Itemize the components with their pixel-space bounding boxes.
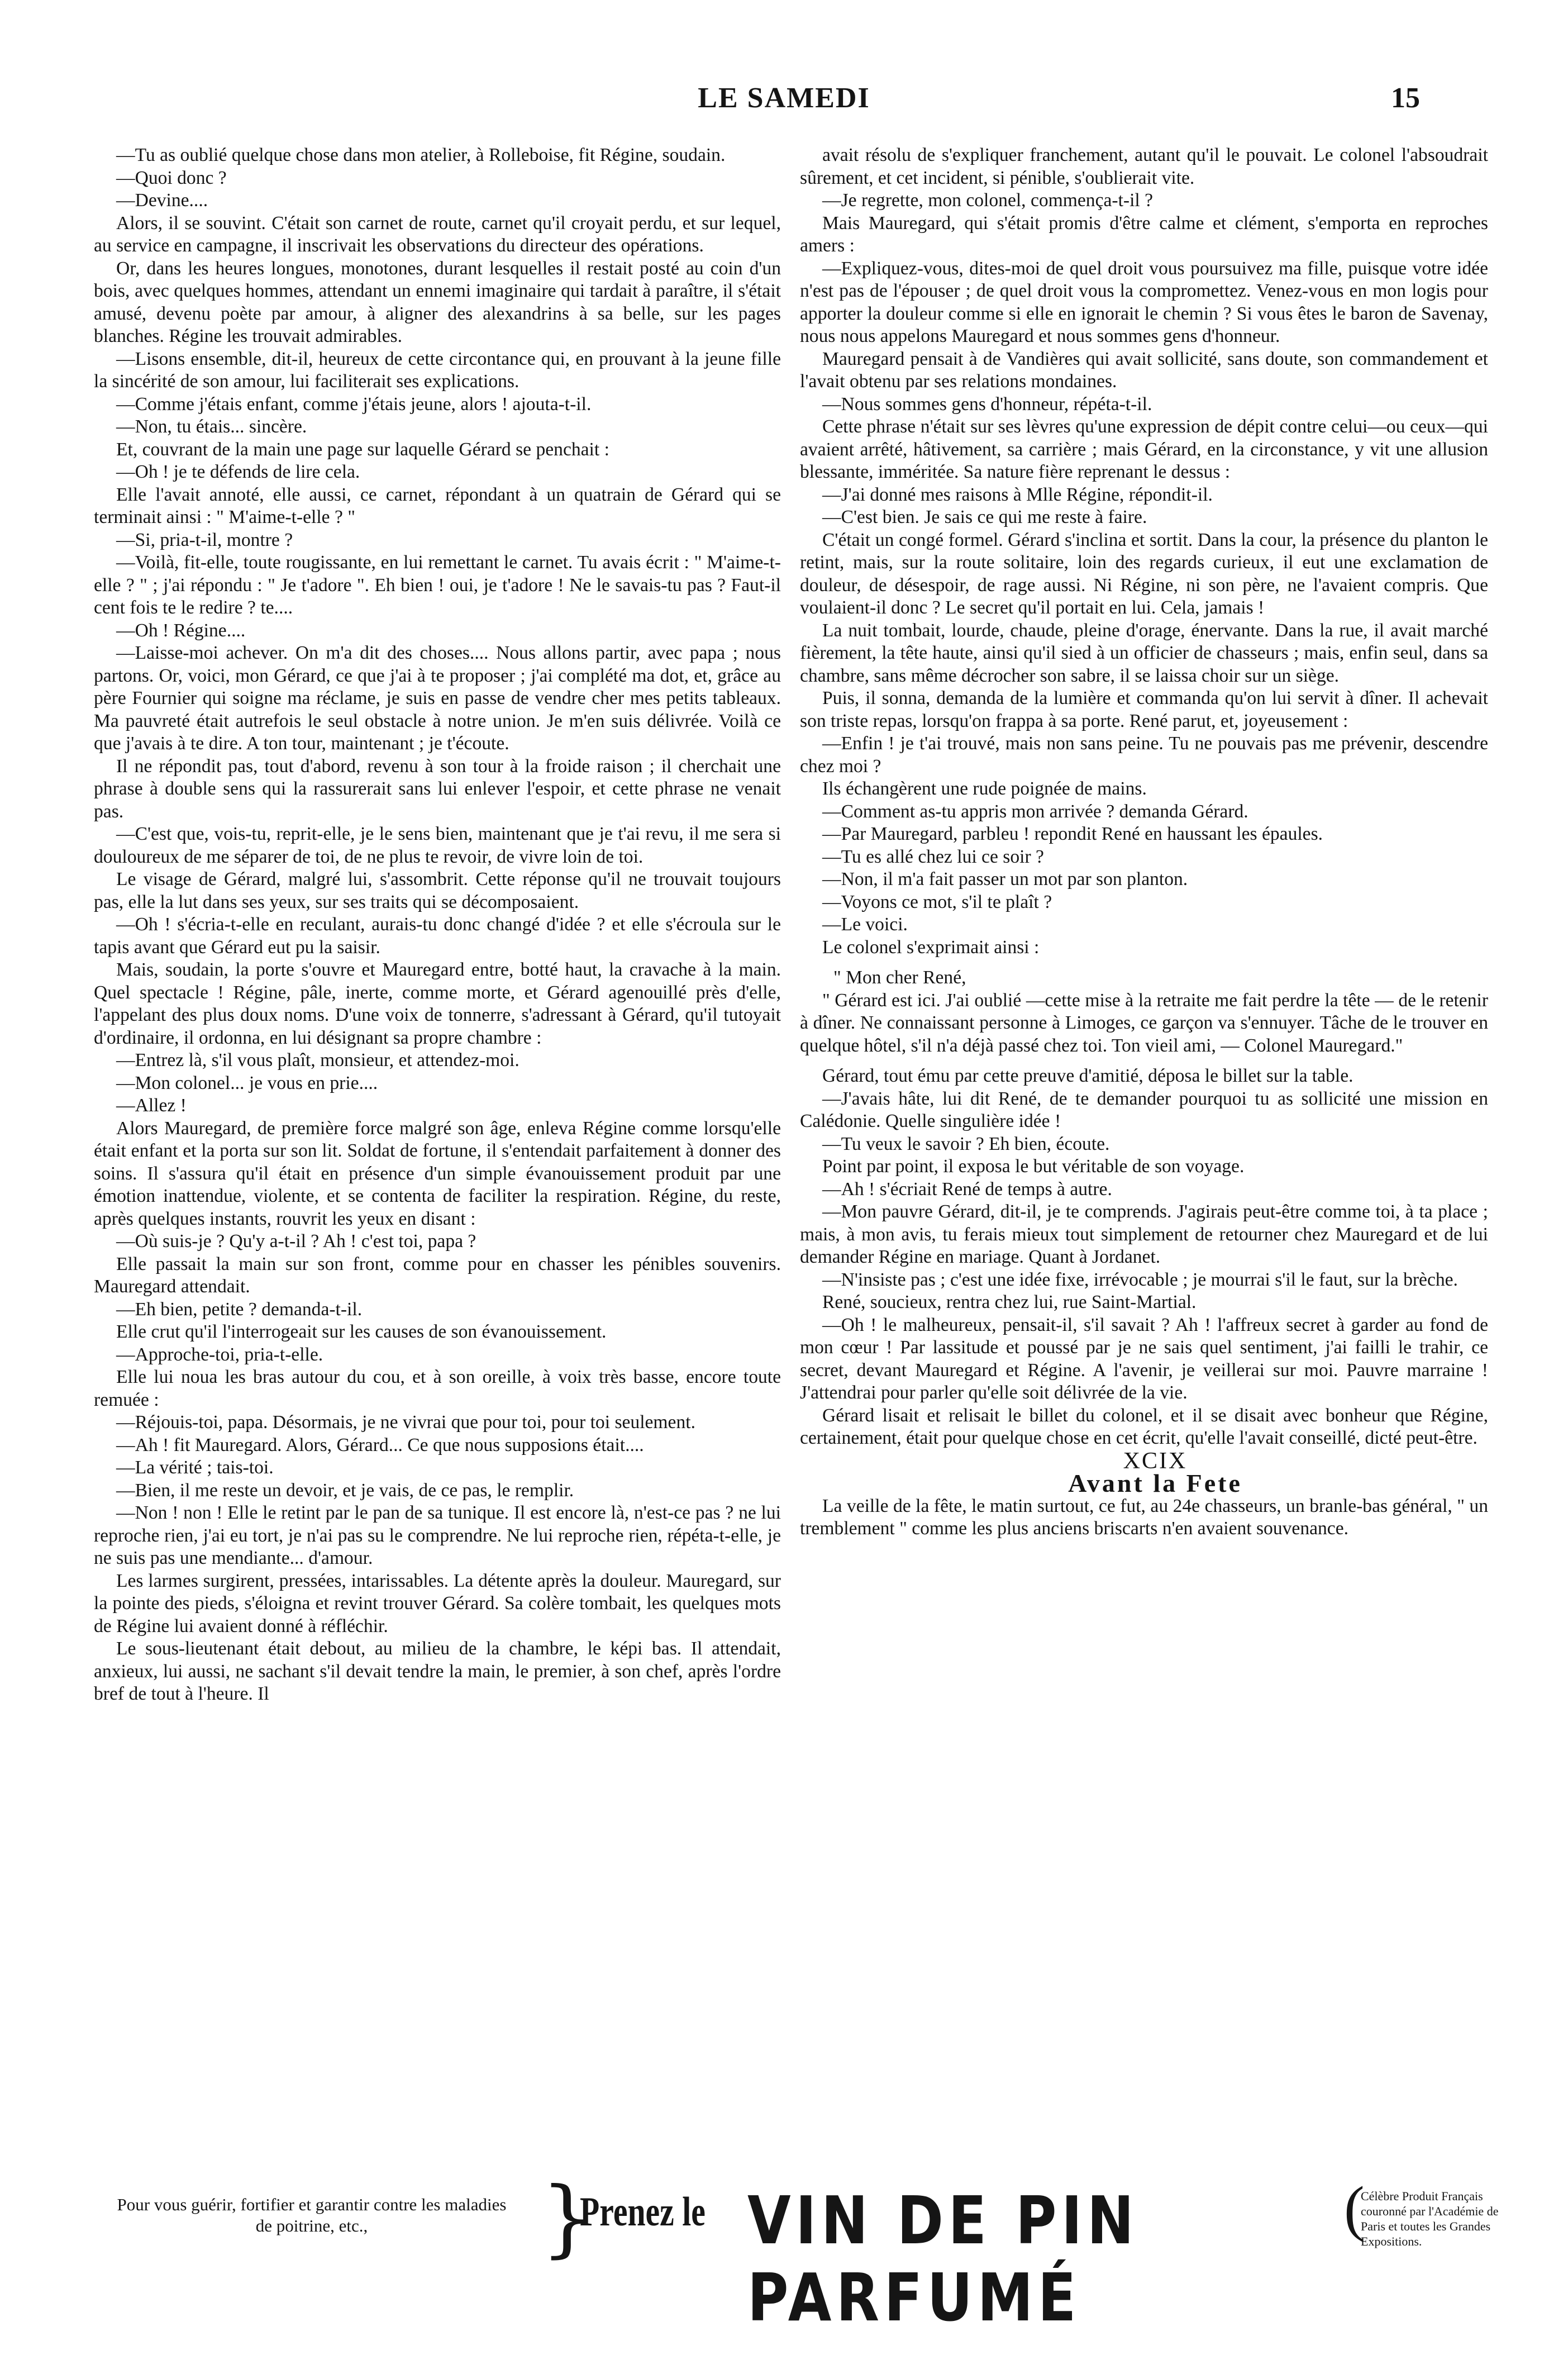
paragraph: —Laisse-moi achever. On m'a dit des choses.... Nous allons partir, avec papa ; nous partons. Or, voici, mon Gérard, ce que j'ai à te proposer ; j'ai complété ma dot, et, grâce au père Fournier qui soigne ma réclame, je suis en passe de vendre cher mes petits tableaux. Ma pauvreté était autrefois le seul obstacle à notre union. Je m'en suis délivrée. Voilà ce que j'avais à te dire. A ton tour, maintenant ; je t'écoute. (94, 643, 781, 754)
paragraph: Mauregard pensait à de Vandières qui avait sollicité, sans doute, son commandement et l'avait obtenu par ses relations mondaines. (800, 348, 1488, 392)
paragraph: Point par point, il exposa le but véritable de son voyage. (822, 1156, 1245, 1177)
paragraph: —Si, pria-t-il, montre ? (116, 529, 293, 550)
paragraph: —Mon colonel... je vous en prie.... (116, 1072, 378, 1093)
paragraph: Il ne répondit pas, tout d'abord, revenu à son tour à la froide raison ; il cherchait une phrase à double sens qui la rassurerait sans lui enlever l'espoir, et cette phrase ne venait pas. (94, 755, 781, 822)
paragraph: Mais, soudain, la porte s'ouvre et Mauregard entre, botté haut, la cravache à la main. Quel spectacle ! Régine, pâle, inerte, comme morte, et Gérard agenouillé près d'elle, l'appelant des plus doux noms. D'une voix de tonnerre, s'adressant à Gérard, qu'il tutoyait d'ordinaire, il ordonna, en lui désignant sa propre chambre : (94, 959, 781, 1048)
paragraph: —Comment as-tu appris mon arrivée ? demanda Gérard. (822, 801, 1248, 822)
paragraph: —Tu as oublié quelque chose dans mon atelier, à Rolleboise, fit Régine, soudain. (116, 145, 726, 165)
paragraph: —Ah ! fit Mauregard. Alors, Gérard... Ce que nous supposions était.... (116, 1434, 644, 1455)
paragraph: Mais Mauregard, qui s'était promis d'être calme et clément, s'emporta en reproches amers : (800, 212, 1488, 256)
ad-brace: } (541, 2170, 594, 2267)
paragraph: Puis, il sonna, demanda de la lumière et commanda qu'on lui servit à dîner. Il achevait son triste repas, lorsqu'on frappa à sa porte. René parut, et, joyeusement : (800, 688, 1488, 731)
paragraph: Ils échangèrent une rude poignée de mains. (822, 778, 1147, 799)
paragraph: Elle l'avait annoté, elle aussi, ce carnet, répondant à un quatrain de Gérard qui se terminait ainsi : " M'aime-t-elle ? " (94, 484, 781, 527)
page-header (0, 78, 1568, 129)
paragraph: —C'est bien. Je sais ce qui me reste à faire. (822, 507, 1147, 527)
ad-lead-text: Pour vous guérir, fortifier et garantir contre les maladies de poitrine, etc., (117, 2195, 507, 2235)
paragraph: —J'ai donné mes raisons à Mlle Régine, répondit-il. (822, 484, 1213, 505)
letter-salutation: " Mon cher René, (833, 967, 966, 988)
paragraph: —Ah ! s'écriait René de temps à autre. (822, 1178, 1112, 1200)
paragraph: —Le voici. (822, 914, 908, 935)
paragraph: —Non, il m'a fait passer un mot par son planton. (822, 869, 1188, 889)
ad-product-name: VIN DE PIN PARFUMÉ (747, 2182, 1139, 2336)
paragraph: —Tu veux le savoir ? Eh bien, écoute. (822, 1133, 1110, 1154)
paragraph: Gérard lisait et relisait le billet du colonel, et il se disait avec bonheur que Régine, certainement, était pour quelque chose en cet écrit, qu'elle l'avait conseillé, dicté peut-être. (800, 1405, 1488, 1448)
ad-note-text: Célèbre Produit Français couronné par l'Académie de Paris et toutes les Grandes Expositions. (1361, 2189, 1499, 2248)
paragraph: avait résolu de s'expliquer franchement, autant qu'il le pouvait. Le colonel l'absoudrait sûrement, et cet incident, si pénible, s'oublierait vite. (800, 145, 1488, 188)
chapter-title: Avant la Fete (1068, 1469, 1242, 1497)
paragraph: —C'est que, vois-tu, reprit-elle, je le sens bien, maintenant que je t'ai revu, il me sera si douloureux de me séparer de toi, de ne plus te revoir, de vivre loin de toi. (94, 824, 781, 867)
right-column-text-continued (800, 1065, 1488, 1450)
paragraph: —Expliquez-vous, dites-moi de quel droit vous poursuivez ma fille, puisque votre idée n'est pas de l'épouser ; de quel droit vous la compromettez. Venez-vous en mon logis pour apporter la douleur comme si elle en ignorait le chemin ? Si vous êtes le baron de Savenay, nous nous appelons Mauregard et nous sommes gens d'honneur. (800, 258, 1488, 346)
paragraph: —Voilà, fit-elle, toute rougissante, en lui remettant le carnet. Tu avais écrit : " M'aime-t-elle ? " ; j'ai répondu : " Je t'adore ". Eh bien ! oui, je t'adore ! Ne le savais-tu pas ? Faut-il cent fois te le redire ? te.... (94, 552, 781, 618)
chapter-number: XCIX (1123, 1448, 1188, 1474)
paragraph: Le colonel s'exprimait ainsi : (822, 936, 1040, 958)
paragraph: Elle lui noua les bras autour du cou, et à son oreille, à voix très basse, encore toute remuée : (94, 1367, 781, 1410)
paragraph: Cette phrase n'était sur ses lèvres qu'une expression de dépit contre celui—ou ceux—qui avaient arrêté, hâtivement, sa carrière ; mais Gérard, en la circonstance, y vit une allusion blessante, imméritée. Sa nature fière reprenant le dessus : (800, 416, 1488, 482)
paragraph: Et, couvrant de la main une page sur laquelle Gérard se penchait : (116, 439, 609, 460)
paragraph: —Mon pauvre Gérard, dit-il, je te comprends. J'agirais peut-être comme toi, à ta place ; mais, à mon avis, tu ferais mieux tout simplement de retourner chez Mauregard et de lui demander Régine en mariage. Quant à Jordanet. (800, 1201, 1488, 1267)
paragraph: —Approche-toi, pria-t-elle. (116, 1344, 323, 1365)
paragraph: —Nous sommes gens d'honneur, répéta-t-il. (822, 393, 1152, 415)
paragraph: —Oh ! je te défends de lire cela. (116, 462, 360, 482)
ad-prenez-text: Prenez le (580, 2189, 706, 2235)
paragraph: —Enfin ! je t'ai trouvé, mais non sans peine. Tu ne pouvais pas me prévenir, descendre chez moi ? (800, 733, 1488, 777)
paragraph: Or, dans les heures longues, monotones, durant lesquelles il restait posté au coin d'un bois, avec quelques hommes, attendant un ennemi imaginaire qui tardait à paraître, il s'était amusé, devenu poète par amour, à aligner des alexandrins à sa belle, sur les pages blanches. Régine les trouvait admirables. (94, 258, 781, 346)
paragraph: —Oh ! le malheureux, pensait-il, s'il savait ? Ah ! l'affreux secret à garder au fond de mon cœur ! Par lassitude et poussé par je ne sais quel sentiment, j'ai failli le trahir, ce secret, devant Mauregard et Régine. A l'avenir, je veillerai sur moi. Pauvre marraine ! J'attendrai pour parler qu'elle soit délivrée de la vie. (800, 1314, 1488, 1403)
paragraph: —La vérité ; tais-toi. (116, 1457, 274, 1478)
paragraph: —Quoi donc ? (116, 167, 227, 188)
paragraph: René, soucieux, rentra chez lui, rue Saint-Martial. (822, 1292, 1197, 1312)
right-column (800, 144, 1488, 1540)
paragraph: Elle passait la main sur son front, comme pour en chasser les pénibles souvenirs. Mauregard attendait. (94, 1253, 781, 1297)
paragraph: —Devine.... (116, 190, 208, 211)
ad-paren: ( (1344, 2174, 1365, 2242)
paragraph: Alors, il se souvint. C'était son carnet de route, carnet qu'il croyait perdu, et sur lequel, au service en campagne, il inscrivait les observations du directeur des opérations. (94, 212, 781, 256)
paragraph: —Comme j'étais enfant, comme j'étais jeune, alors ! ajouta-t-il. (116, 393, 592, 415)
paragraph: Le visage de Gérard, malgré lui, s'assombrit. Cette réponse qu'il ne trouvait toujours pas, elle la lut dans ses yeux, sur ses traits qui se décomposaient. (94, 869, 781, 912)
paragraph: Elle crut qu'il l'interrogeait sur les causes de son évanouissement. (116, 1321, 607, 1342)
paragraph: —Voyons ce mot, s'il te plaît ? (822, 891, 1052, 912)
paragraph: —Oh ! s'écria-t-elle en reculant, aurais-tu donc changé d'idée ? et elle s'écroula sur le tapis avant que Gérard eut pu la saisir. (94, 914, 781, 958)
paragraph: Alors Mauregard, de première force malgré son âge, enleva Régine comme lorsqu'elle était enfant et la porta sur son lit. Soldat de fortune, il s'entendait parfaitement à donner des soins. Il s'assura qu'il était en présence d'un simple évanouissement produit par une émotion inattendue, violente, et se contenta de faciliter la respiration. Régine, du reste, après quelques instants, rouvrit les yeux en disant : (94, 1117, 781, 1229)
advertisement (94, 2170, 1499, 2336)
paragraph: —Je regrette, mon colonel, commença-t-il ? (822, 190, 1154, 211)
paragraph: C'était un congé formel. Gérard s'inclina et sortit. Dans la cour, la présence du planton le retint, mais, sur la route solitaire, loin des regards curieux, il eut une exclamation de douleur, de désespoir, de rage aussi. Ni Régine, ni son père, ne l'avaient compris. Que voulaient-il donc ? Le secret qu'il portait en lui. Cela, jamais ! (800, 529, 1488, 618)
paragraph: Gérard, tout ému par cette preuve d'amitié, déposa le billet sur la table. (822, 1065, 1353, 1086)
paragraph: —Où suis-je ? Qu'y a-t-il ? Ah ! c'est toi, papa ? (116, 1231, 476, 1252)
paragraph: —Non, tu étais... sincère. (116, 416, 307, 437)
paragraph: La nuit tombait, lourde, chaude, pleine d'orage, énervante. Dans la rue, il avait marché fièrement, la tête haute, ainsi qu'il sied à un officier de chasseurs ; mais, enfin seul, dans sa chambre, sans même décrocher son sabre, il se laissa choir sur un siège. (800, 620, 1488, 686)
paragraph: Le sous-lieutenant était debout, au milieu de la chambre, le képi bas. Il attendait, anxieux, lui aussi, ne sachant s'il devait tendre la main, le premier, à son chef, après l'ordre bref de tout à l'heure. Il (94, 1638, 781, 1704)
paragraph: —Non ! non ! Elle le retint par le pan de sa tunique. Il est encore là, n'est-ce pas ? ne lui reproche rien, j'ai eu tort, je n'ai pas su le comprendre. Ne lui reproche rien, répéta-t-elle, je ne suis pas une mendiante... d'amour. (94, 1502, 781, 1568)
paragraph: —Par Mauregard, parbleu ! repondit René en haussant les épaules. (822, 824, 1323, 844)
paragraph: —Entrez là, s'il vous plaît, monsieur, et attendez-moi. (116, 1050, 520, 1071)
paragraph: —Allez ! (116, 1095, 187, 1116)
paragraph: —Bien, il me reste un devoir, et je vais, de ce pas, le remplir. (116, 1480, 574, 1501)
paragraph: —Eh bien, petite ? demanda-t-il. (116, 1298, 363, 1320)
chapter-first-paragraph: La veille de la fête, le matin surtout, ce fut, au 24e chasseurs, un branle-bas général, " un tremblement " comme les plus anciens briscarts n'en avaient souvenance. (800, 1495, 1488, 1539)
paragraph: —J'avais hâte, lui dit René, de te demander pourquoi tu as sollicité une mission en Calédonie. Quelle singulière idée ! (800, 1088, 1488, 1131)
right-column-text (800, 144, 1488, 959)
paragraph: —Tu es allé chez lui ce soir ? (822, 846, 1044, 867)
paragraph: —N'insiste pas ; c'est une idée fixe, irrévocable ; je mourrai s'il le faut, sur la brèche. (822, 1269, 1458, 1290)
paragraph: —Réjouis-toi, papa. Désormais, je ne vivrai que pour toi, pour toi seulement. (116, 1412, 695, 1433)
running-title: LE SAMEDI (698, 82, 870, 114)
paragraph: —Lisons ensemble, dit-il, heureux de cette circontance qui, en prouvant à la jeune fille la sincérité de son amour, lui faciliterait ses explications. (94, 348, 781, 392)
page-number: 15 (1391, 82, 1420, 114)
paragraph: —Oh ! Régine.... (116, 620, 246, 641)
letter-body: " Gérard est ici. J'ai oublié —cette mise à la retraite me fait perdre la tête — de le retenir à dîner. Ne connaissant personne à Limoges, ce garçon va s'ennuyer. Tâche de le trouver en quelque hôtel, s'il n'a déjà passé chez toi. Ton vieil ami, — Colonel Mauregard." (800, 990, 1488, 1056)
paragraph: Les larmes surgirent, pressées, intarissables. La détente après la douleur. Mauregard, sur la pointe des pieds, s'éloigna et revint trouver Gérard. Sa colère tombait, les quelques mots de Régine lui avaient donné à réfléchir. (94, 1570, 781, 1637)
left-column (94, 144, 781, 1706)
colonel-letter (800, 967, 1488, 1057)
